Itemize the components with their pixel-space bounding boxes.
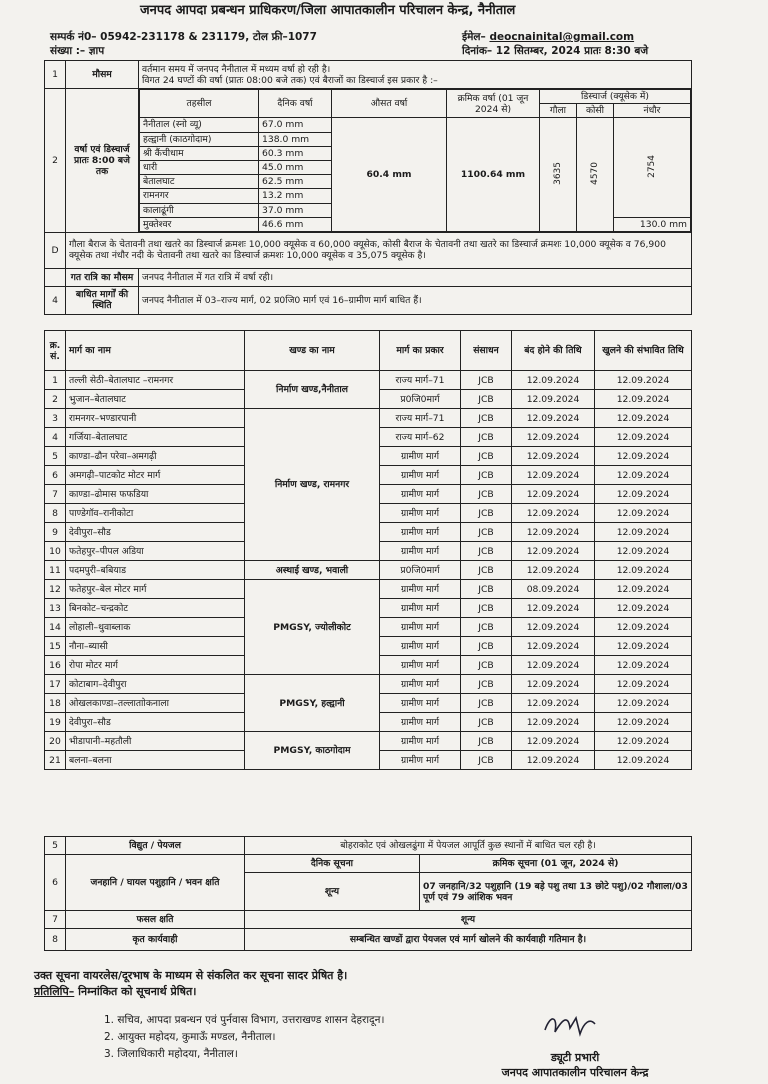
report-date: दिनांक– 12 सितम्बर, 2024 प्रातः 8:30 बजे xyxy=(462,45,649,57)
route-division: निर्माण खण्ड,नैनीताल xyxy=(245,371,380,409)
h-route-open: खुलने की संभावित तिथि xyxy=(595,331,692,371)
route-closed-date: 12.09.2024 xyxy=(512,390,595,409)
route-no: 9 xyxy=(45,523,66,542)
route-name: देवीपुरा–सौड xyxy=(66,523,245,542)
route-resource: JCB xyxy=(461,561,512,580)
route-name: तल्ली सेठी–बेतालघाट –रामनगर xyxy=(66,371,245,390)
s8-no: 8 xyxy=(45,929,66,951)
route-division: अस्थाई खण्ड, भवाली xyxy=(245,561,380,580)
route-resource: JCB xyxy=(461,504,512,523)
route-resource: JCB xyxy=(461,447,512,466)
route-closed-date: 12.09.2024 xyxy=(512,523,595,542)
s6-h-cum: क्रमिक सूचना (01 जून, 2024 से) xyxy=(420,855,692,873)
s7-label: फसल क्षति xyxy=(66,911,245,929)
route-type: ग्रामीण मार्ग xyxy=(380,580,461,599)
route-closed-date: 08.09.2024 xyxy=(512,580,595,599)
route-open-date: 12.09.2024 xyxy=(595,542,692,561)
route-resource: JCB xyxy=(461,409,512,428)
route-no: 7 xyxy=(45,485,66,504)
nandhaur-value: 2754 xyxy=(646,154,657,178)
route-open-date: 12.09.2024 xyxy=(595,409,692,428)
cc-label: प्रतिलिपि– xyxy=(34,985,75,998)
route-no: 10 xyxy=(45,542,66,561)
route-resource: JCB xyxy=(461,580,512,599)
route-name: फतेहपुर–बेल मोटर मार्ग xyxy=(66,580,245,599)
route-resource: JCB xyxy=(461,694,512,713)
route-closed-date: 12.09.2024 xyxy=(512,732,595,751)
tehsil-rain: 60.3 mm xyxy=(259,146,332,160)
route-open-date: 12.09.2024 xyxy=(595,675,692,694)
route-type: ग्रामीण मार्ग xyxy=(380,656,461,675)
sign-office: जनपद आपातकालीन परिचालन केन्द्र xyxy=(501,1066,649,1079)
route-type: प्र0जि0मार्ग xyxy=(380,390,461,409)
s6-daily: शून्य xyxy=(245,873,420,911)
route-closed-date: 12.09.2024 xyxy=(512,485,595,504)
h-tehsil: तहसील xyxy=(140,90,259,118)
route-closed-date: 12.09.2024 xyxy=(512,428,595,447)
table-row xyxy=(45,561,692,580)
h-avg: औसत वर्षा xyxy=(332,90,447,118)
header-title: जनपद आपदा प्रबन्धन प्राधिकरण/जिला आपातकालीन परिचालन केन्द्र, नैनीताल xyxy=(140,3,516,18)
route-division: निर्माण खण्ड, रामनगर xyxy=(245,409,380,561)
route-no: 1 xyxy=(45,371,66,390)
route-type: ग्रामीण मार्ग xyxy=(380,732,461,751)
route-name: पदमपुरी–बबियाड xyxy=(66,561,245,580)
route-resource: JCB xyxy=(461,523,512,542)
route-type: ग्रामीण मार्ग xyxy=(380,637,461,656)
route-open-date: 12.09.2024 xyxy=(595,561,692,580)
route-closed-date: 12.09.2024 xyxy=(512,675,595,694)
route-closed-date: 12.09.2024 xyxy=(512,637,595,656)
h-route-type: मार्ग का प्रकार xyxy=(380,331,461,371)
route-name: नौना–ब्यासी xyxy=(66,637,245,656)
h-discharge: डिस्चार्ज (क्यूसेक में) xyxy=(540,90,691,104)
route-type: प्र0जि0मार्ग xyxy=(380,561,461,580)
route-resource: JCB xyxy=(461,485,512,504)
route-type: ग्रामीण मार्ग xyxy=(380,713,461,732)
table-row xyxy=(45,580,692,599)
route-name: पाण्डेगॉव–रानीकोटा xyxy=(66,504,245,523)
route-closed-date: 12.09.2024 xyxy=(512,409,595,428)
h-kosi: कोसी xyxy=(577,104,614,118)
tehsil-name: श्री कैंचीधाम xyxy=(140,146,259,160)
route-closed-date: 12.09.2024 xyxy=(512,618,595,637)
route-no: 12 xyxy=(45,580,66,599)
route-name: रोपा मोटर मार्ग xyxy=(66,656,245,675)
s3-no: D xyxy=(45,232,66,268)
cc-item: 1. सचिव, आपदा प्रबन्धन एवं पुर्नवास विभाग, उत्तराखण्ड शासन देहरादून। xyxy=(104,1014,385,1026)
h-route-res: संसाधन xyxy=(461,331,512,371)
tehsil-rain: 13.2 mm xyxy=(259,189,332,203)
route-open-date: 12.09.2024 xyxy=(595,580,692,599)
nandhaur-rain: 130.0 mm xyxy=(614,217,691,231)
footer-block xyxy=(34,968,347,1000)
route-open-date: 12.09.2024 xyxy=(595,732,692,751)
route-no: 5 xyxy=(45,447,66,466)
s3-text: गौला बैराज के चेतावनी तथा खतरे का डिस्चार्ज क्रमशः 10,000 क्यूसेक व 60,000 क्यूसेक, कोसी बैराज के चेतावनी तथा खतरे का डिस्चार्ज क्रमशः 10,000 क्यूसेक व 76,900 क्यूसेक तथा नंधौर नदी के चेतावनी तथा खतरे का डिस्चार्ज क्रमशः 10,000 क्यूसेक व 35,075 क्यूसेक है। xyxy=(66,232,692,268)
route-name: फतेहपुर–पीपल अडिया xyxy=(66,542,245,561)
route-open-date: 12.09.2024 xyxy=(595,694,692,713)
s6-no: 6 xyxy=(45,855,66,911)
route-type: ग्रामीण मार्ग xyxy=(380,675,461,694)
route-open-date: 12.09.2024 xyxy=(595,618,692,637)
route-rows xyxy=(45,371,692,770)
route-type: राज्य मार्ग–62 xyxy=(380,428,461,447)
route-closed-date: 12.09.2024 xyxy=(512,713,595,732)
route-closed-date: 12.09.2024 xyxy=(512,656,595,675)
route-name: काण्डा–ढौन परेवा–अमगढ़ी xyxy=(66,447,245,466)
route-no: 18 xyxy=(45,694,66,713)
cum-rain: 1100.64 mm xyxy=(447,118,540,232)
route-type: ग्रामीण मार्ग xyxy=(380,504,461,523)
tehsil-rain: 138.0 mm xyxy=(259,132,332,146)
route-division: PMGSY, हल्द्वानी xyxy=(245,675,380,732)
h-gaula: गौला xyxy=(540,104,577,118)
route-no: 2 xyxy=(45,390,66,409)
s2-no: 2 xyxy=(45,89,66,233)
h-daily: दैनिक वर्षा xyxy=(259,90,332,118)
route-type: ग्रामीण मार्ग xyxy=(380,542,461,561)
gaula-value: 3635 xyxy=(552,161,563,185)
s8-text: सम्बन्धित खण्डों द्वारा पेयजल एवं मार्ग खोलने की कार्यवाही गतिमान है। xyxy=(245,929,692,951)
route-type: ग्रामीण मार्ग xyxy=(380,485,461,504)
tehsil-name: धारी xyxy=(140,160,259,174)
route-resource: JCB xyxy=(461,428,512,447)
route-resource: JCB xyxy=(461,637,512,656)
s8-label: कृत कार्यवाही xyxy=(66,929,245,951)
route-open-date: 12.09.2024 xyxy=(595,504,692,523)
route-division: PMGSY, काठगोदाम xyxy=(245,732,380,770)
s4-text: जनपद नैनीताल में 03–राज्य मार्ग, 02 प्र0जि0 मार्ग एवं 16–ग्रामीण मार्ग बाधित हैं। xyxy=(139,286,692,314)
tehsil-name: कालाढूंगी xyxy=(140,203,259,217)
route-no: 8 xyxy=(45,504,66,523)
route-type: ग्रामीण मार्ग xyxy=(380,751,461,770)
tehsil-name: रामनगर xyxy=(140,189,259,203)
route-type: ग्रामीण मार्ग xyxy=(380,694,461,713)
routes-table xyxy=(44,330,692,770)
tehsil-rain: 46.6 mm xyxy=(259,217,332,231)
route-name: भुजान–बेतालघाट xyxy=(66,390,245,409)
route-name: देवीपुरा–सौड xyxy=(66,713,245,732)
route-name: भीडापानी–महतौली xyxy=(66,732,245,751)
s6-cum: 07 जनहानि/32 पशुहानि (19 बड़े पशु तथा 13 छोटे पशु)/02 गौशाला/03 पूर्ण एवं 79 आंशिक भवन xyxy=(420,873,692,911)
header-contact-block xyxy=(50,30,317,58)
s5-no: 5 xyxy=(45,837,66,855)
route-open-date: 12.09.2024 xyxy=(595,485,692,504)
footer-line1: उक्त सूचना वायरलेस/दूरभाष के माध्यम से संकलित कर सूचना सादर प्रेषित है। xyxy=(34,969,348,982)
route-resource: JCB xyxy=(461,618,512,637)
route-open-date: 12.09.2024 xyxy=(595,447,692,466)
cc-item: 2. आयुक्त महोदय, कुमाऊँ मण्डल, नैनीताल। xyxy=(104,1031,276,1043)
s1-line2: विगत 24 घण्टों की वर्षा (प्रातः 08:00 बजे तक) एवं बैराजों का डिस्चार्ज इस प्रकार है :– xyxy=(142,74,438,86)
table-row xyxy=(45,409,692,428)
report-table-bottom xyxy=(44,836,692,951)
route-no: 17 xyxy=(45,675,66,694)
route-type: ग्रामीण मार्ग xyxy=(380,618,461,637)
route-type: ग्रामीण मार्ग xyxy=(380,466,461,485)
route-closed-date: 12.09.2024 xyxy=(512,561,595,580)
route-no: 4 xyxy=(45,428,66,447)
header-email-block xyxy=(462,30,648,58)
h-route-div: खण्ड का नाम xyxy=(245,331,380,371)
h-nandhaur: नंधौर xyxy=(614,104,691,118)
avg-rain: 60.4 mm xyxy=(332,118,447,232)
route-resource: JCB xyxy=(461,732,512,751)
route-no: 16 xyxy=(45,656,66,675)
s7-text: शून्य xyxy=(245,911,692,929)
s6-h-daily: दैनिक सूचना xyxy=(245,855,420,873)
tehsil-name: बेतालघाट xyxy=(140,175,259,189)
s1-text xyxy=(139,61,692,89)
route-resource: JCB xyxy=(461,656,512,675)
route-no: 21 xyxy=(45,751,66,770)
tehsil-name: हल्द्वानी (काठगोदाम) xyxy=(140,132,259,146)
route-name: ओखलकाण्डा–तल्लाताोकनाला xyxy=(66,694,245,713)
route-closed-date: 12.09.2024 xyxy=(512,504,595,523)
route-open-date: 12.09.2024 xyxy=(595,599,692,618)
tehsil-rain: 62.5 mm xyxy=(259,175,332,189)
route-name: रामनगर–भण्डारपानी xyxy=(66,409,245,428)
route-type: राज्य मार्ग–71 xyxy=(380,371,461,390)
h-route-no: क्र. सं. xyxy=(45,331,66,371)
route-open-date: 12.09.2024 xyxy=(595,390,692,409)
s1-no: 1 xyxy=(45,61,66,89)
route-no: 6 xyxy=(45,466,66,485)
route-resource: JCB xyxy=(461,390,512,409)
route-no: 15 xyxy=(45,637,66,656)
route-name: बलना–बलना xyxy=(66,751,245,770)
email-address: deocnainital@gmail.com xyxy=(489,31,635,43)
table-row xyxy=(45,371,692,390)
email-label: ईमेल– xyxy=(462,31,486,43)
h-route-name: मार्ग का नाम xyxy=(66,331,245,371)
route-resource: JCB xyxy=(461,599,512,618)
h-cum: क्रमिक वर्षा (01 जून 2024 से) xyxy=(447,90,540,118)
route-closed-date: 12.09.2024 xyxy=(512,751,595,770)
contact-number: सम्पर्क नं0– 05942-231178 & 231179, टोल फ्री–1077 xyxy=(50,31,317,43)
route-division: PMGSY, ज्योलीकोट xyxy=(245,580,380,675)
tehsil-rain: 37.0 mm xyxy=(259,203,332,217)
s4-label: बाधित मार्गों की स्थिति xyxy=(66,286,139,314)
signature-block xyxy=(470,1050,680,1080)
tehsil-name: मुक्तेश्वर xyxy=(140,217,259,231)
s4-no: 4 xyxy=(45,286,66,314)
route-resource: JCB xyxy=(461,371,512,390)
s5-text: बोहराकोट एवं ओखलढुंगा में पेयजल आपूर्ति कुछ स्थानों में बाधित चल रही है। xyxy=(245,837,692,855)
route-name: गर्जिया–बेतालघाट xyxy=(66,428,245,447)
route-open-date: 12.09.2024 xyxy=(595,713,692,732)
cc-text: निम्नांकित को सूचनार्थ प्रेषित। xyxy=(78,985,197,998)
route-name: अमगढ़ी–पाटकोट मोटर मार्ग xyxy=(66,466,245,485)
tehsil-name: नैनीताल (स्नो व्यू) xyxy=(140,118,259,132)
route-resource: JCB xyxy=(461,542,512,561)
route-resource: JCB xyxy=(461,751,512,770)
route-name: बिनकोट–चन्द्रकोट xyxy=(66,599,245,618)
s7-no: 7 xyxy=(45,911,66,929)
cc-list xyxy=(104,1012,384,1063)
route-resource: JCB xyxy=(461,675,512,694)
s5-label: विद्युत / पेयजल xyxy=(66,837,245,855)
route-open-date: 12.09.2024 xyxy=(595,428,692,447)
route-open-date: 12.09.2024 xyxy=(595,523,692,542)
rain-table xyxy=(139,89,691,232)
route-resource: JCB xyxy=(461,713,512,732)
route-type: ग्रामीण मार्ग xyxy=(380,447,461,466)
route-no: 20 xyxy=(45,732,66,751)
route-closed-date: 12.09.2024 xyxy=(512,599,595,618)
route-closed-date: 12.09.2024 xyxy=(512,466,595,485)
route-type: राज्य मार्ग–71 xyxy=(380,409,461,428)
night-label: गत रात्रि का मौसम xyxy=(66,268,139,286)
route-type: ग्रामीण मार्ग xyxy=(380,523,461,542)
route-name: लोहाली–थुवाब्लाक xyxy=(66,618,245,637)
route-closed-date: 12.09.2024 xyxy=(512,694,595,713)
route-closed-date: 12.09.2024 xyxy=(512,542,595,561)
route-type: ग्रामीण मार्ग xyxy=(380,599,461,618)
route-open-date: 12.09.2024 xyxy=(595,371,692,390)
night-text: जनपद नैनीताल में गत रात्रि में वर्षा रही। xyxy=(139,268,692,286)
route-closed-date: 12.09.2024 xyxy=(512,371,595,390)
cc-item: 3. जिलाधिकारी महोदया, नैनीताल। xyxy=(104,1048,238,1060)
s1-line1: वर्तमान समय में जनपद नैनीताल में मध्यम वर्षा हो रही है। xyxy=(142,63,331,75)
route-open-date: 12.09.2024 xyxy=(595,751,692,770)
s2-label: वर्षा एवं डिस्चार्ज प्रातः 8:00 बजे तक xyxy=(66,89,139,233)
kosi-value: 4570 xyxy=(589,161,600,185)
s6-label: जनहानि / घायल पशुहानि / भवन क्षति xyxy=(66,855,245,911)
route-no: 11 xyxy=(45,561,66,580)
h-route-closed: बंद होने की तिथि xyxy=(512,331,595,371)
tehsil-rain: 67.0 mm xyxy=(259,118,332,132)
route-no: 13 xyxy=(45,599,66,618)
route-resource: JCB xyxy=(461,466,512,485)
table-row xyxy=(45,732,692,751)
route-no: 3 xyxy=(45,409,66,428)
route-open-date: 12.09.2024 xyxy=(595,637,692,656)
route-no: 19 xyxy=(45,713,66,732)
route-open-date: 12.09.2024 xyxy=(595,656,692,675)
report-table-top xyxy=(44,60,692,315)
table-row xyxy=(45,675,692,694)
tehsil-rain: 45.0 mm xyxy=(259,160,332,174)
s1-label: मौसम xyxy=(66,61,139,89)
route-no: 14 xyxy=(45,618,66,637)
route-name: काण्डा–ढोमास फफडिया xyxy=(66,485,245,504)
sign-title: ड्यूटी प्रभारी xyxy=(550,1051,600,1064)
route-name: कोटाबाग–देवीपुरा xyxy=(66,675,245,694)
signature-icon xyxy=(540,1010,600,1040)
route-open-date: 12.09.2024 xyxy=(595,466,692,485)
letter-number: संख्या :– ज्ञाप xyxy=(50,45,105,57)
route-closed-date: 12.09.2024 xyxy=(512,447,595,466)
